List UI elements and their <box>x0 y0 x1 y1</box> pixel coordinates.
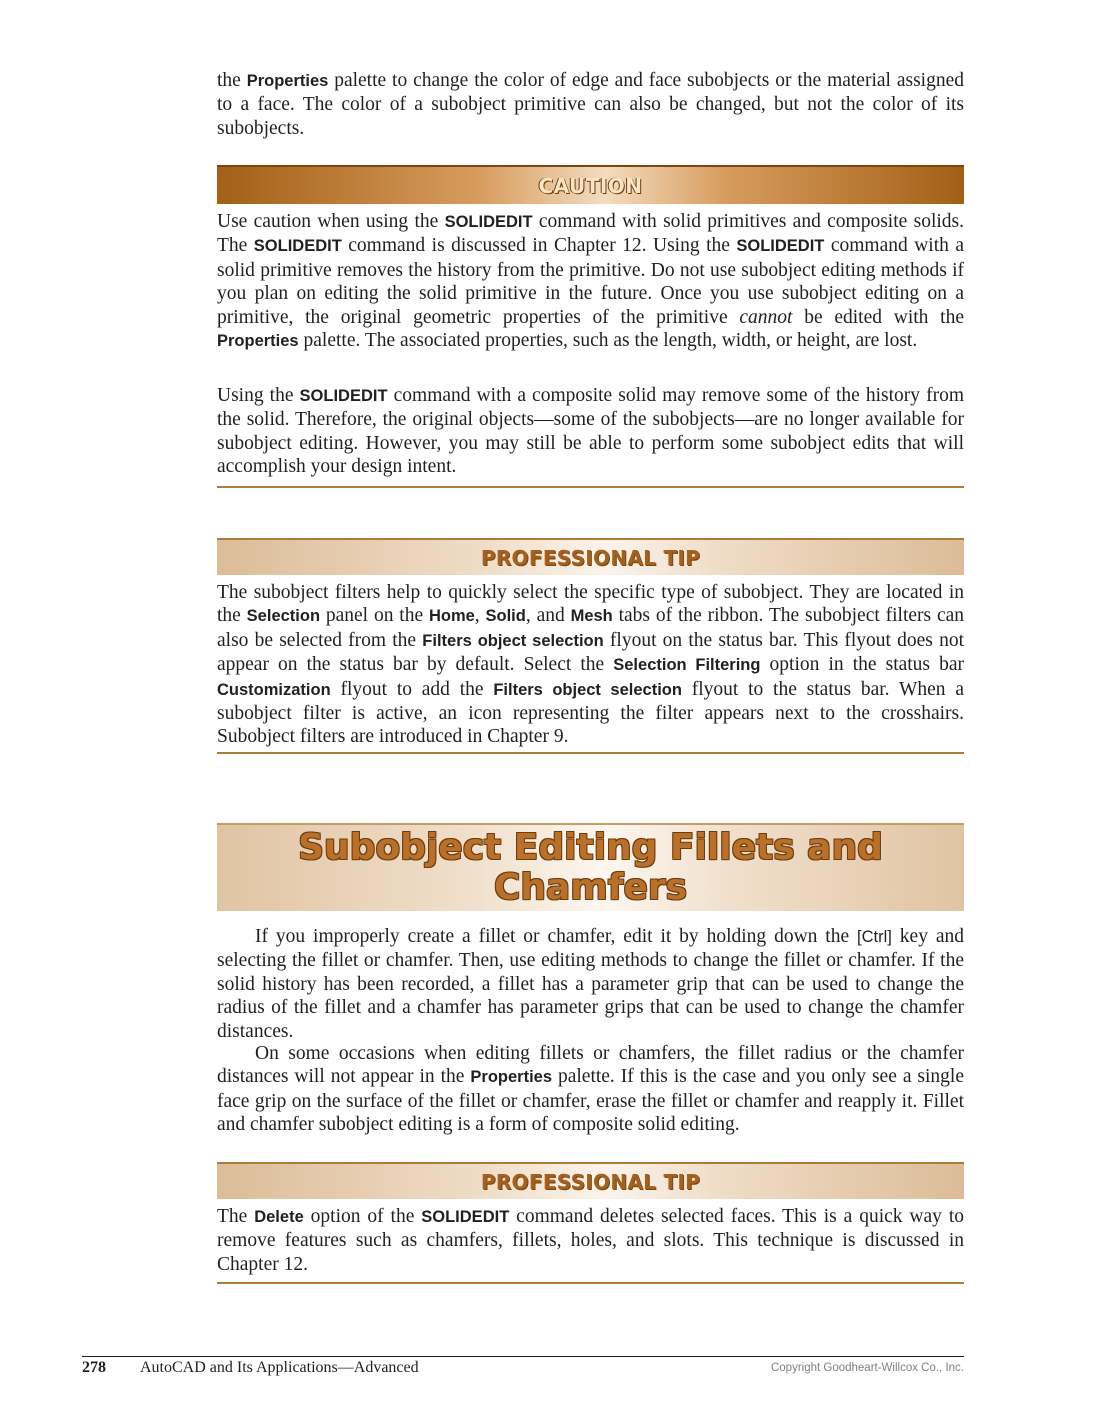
ui-keyword: Selection <box>246 607 321 626</box>
text-run: option in the status bar <box>760 654 964 676</box>
tip-paragraph-2 <box>217 1205 964 1276</box>
text-run: option of the <box>303 1206 422 1227</box>
caution-paragraph-2 <box>217 384 964 479</box>
text-run: be edited with the <box>792 306 964 328</box>
caution-title: CAUTION <box>538 173 643 198</box>
text-run: command with a solid primitive removes the history from the primitive. Do not use subobject editing methods if you plan on editing the solid primitive in the future. Once you use subobject editing on a primitive, the original geometric properties of the primitive <box>217 235 964 328</box>
ui-keyword: Solid <box>485 607 526 626</box>
section-paragraph-2 <box>217 1042 964 1137</box>
text-run: command is discussed in Chapter 12. Using the <box>341 235 737 257</box>
command-keyword: SOLIDEDIT <box>444 213 533 231</box>
section-paragraph-1 <box>217 925 964 1043</box>
professional-tip-banner <box>217 538 964 575</box>
ui-keyword: Delete <box>254 1208 304 1226</box>
text-run: panel on the <box>320 605 429 627</box>
ui-keyword: Home <box>428 607 475 626</box>
ui-keyword: Filters object selection <box>422 631 604 650</box>
ui-keyword: Properties <box>470 1068 553 1087</box>
tip-title: PROFESSIONAL TIP <box>480 545 701 570</box>
professional-tip-banner-2 <box>217 1162 964 1199</box>
ui-keyword: Mesh <box>570 607 613 626</box>
text-run: Use caution when using the <box>217 211 445 232</box>
text-run: palette. If this is the case and you only see a single face grip on the surface of the fillet or chamfer, erase the fillet or chamfer and reapply it. Fillet and chamfer subobject editing is a form of composite solid editing. <box>217 1066 965 1136</box>
text-run: key and selecting the fillet or chamfer. Then, use editing methods to change the fillet or chamfer. If the solid history has been recorded, a fillet has a parameter grip that can be used to change the radius of the fillet and a chamfer has parameter grips that can be used to change the chamfer distances. <box>217 926 965 1042</box>
command-keyword: Properties <box>217 332 299 351</box>
book-title: AutoCAD and Its Applications—Advanced <box>140 1359 419 1376</box>
page-number: 278 <box>82 1359 106 1376</box>
caution-paragraph-1 <box>217 210 964 353</box>
text-run: , <box>474 605 486 627</box>
text-run: flyout to the status bar. When a subobject filter is active, an icon representing the filter appears next to the crosshairs. Subobject filters are introduced in Chapter 9. <box>217 678 964 748</box>
text-run: the <box>217 70 247 91</box>
command-keyword: SOLIDEDIT <box>736 237 825 256</box>
command-keyword: Properties <box>246 72 329 90</box>
command-keyword: SOLIDEDIT <box>253 237 342 256</box>
tip-2-end-rule <box>217 1282 964 1284</box>
tip-end-rule <box>217 752 964 754</box>
text-run: flyout on the status bar. This flyout does not appear on the status bar by default. Select the <box>217 629 964 676</box>
text-run: command deletes selected faces. This is a quick way to remove features such as chamfers, fillets, holes, and slots. This technique is discussed in Chapter 12. <box>217 1206 964 1275</box>
emphasis-text: cannot <box>739 306 793 328</box>
text-run: tabs of the ribbon. The subobject filters can also be selected from the <box>217 605 964 651</box>
text-run: palette to change the color of edge and face subobjects or the material assigned to a face. The color of a subobject primitive can also be changed, but not the color of its subobjects. <box>217 70 964 139</box>
text-run: , and <box>525 605 571 627</box>
ui-keyword: Selection Filtering <box>613 656 761 675</box>
tip-paragraph <box>217 581 964 749</box>
caution-banner <box>217 165 964 204</box>
copyright-notice: Copyright Goodheart-Willcox Co., Inc. <box>770 1362 964 1374</box>
text-run: flyout to add the <box>330 678 494 700</box>
keyboard-key: [Ctrl] <box>857 928 892 946</box>
caution-end-rule <box>217 486 964 488</box>
text-run: If you improperly create a fillet or chamfer, edit it by holding down the <box>255 926 858 947</box>
ui-keyword: Filters object selection <box>493 680 682 699</box>
text-run: palette. The associated properties, such as the length, width, or height, are lost. <box>298 330 918 352</box>
text-run: Using the <box>217 385 300 406</box>
tip-title: PROFESSIONAL TIP <box>480 1169 701 1194</box>
text-run: The subobject filters help to quickly select the specific type of subobject. They are located in the <box>217 582 964 627</box>
command-keyword: SOLIDEDIT <box>299 387 388 405</box>
page-footer <box>82 1356 964 1383</box>
section-title: Subobject Editing Fillets and Chamfers <box>298 827 883 908</box>
text-run: command with a composite solid may remove some of the history from the solid. Therefore, the original objects—some of the subobjects—are no longer available for subobject editing. However, you may still be able to perform some subobject edits that will accomplish your design intent. <box>217 385 964 478</box>
text-run: command with solid primitives and composite solids. The <box>217 211 964 257</box>
intro-paragraph <box>217 69 964 140</box>
command-keyword: SOLIDEDIT <box>421 1208 510 1226</box>
text-run: The <box>217 1206 255 1227</box>
section-heading <box>217 823 964 911</box>
ui-keyword: Customization <box>217 680 331 699</box>
text-run: On some occasions when editing fillets or chamfers, the fillet radius or the chamfer distances will not appear in the <box>217 1043 964 1088</box>
